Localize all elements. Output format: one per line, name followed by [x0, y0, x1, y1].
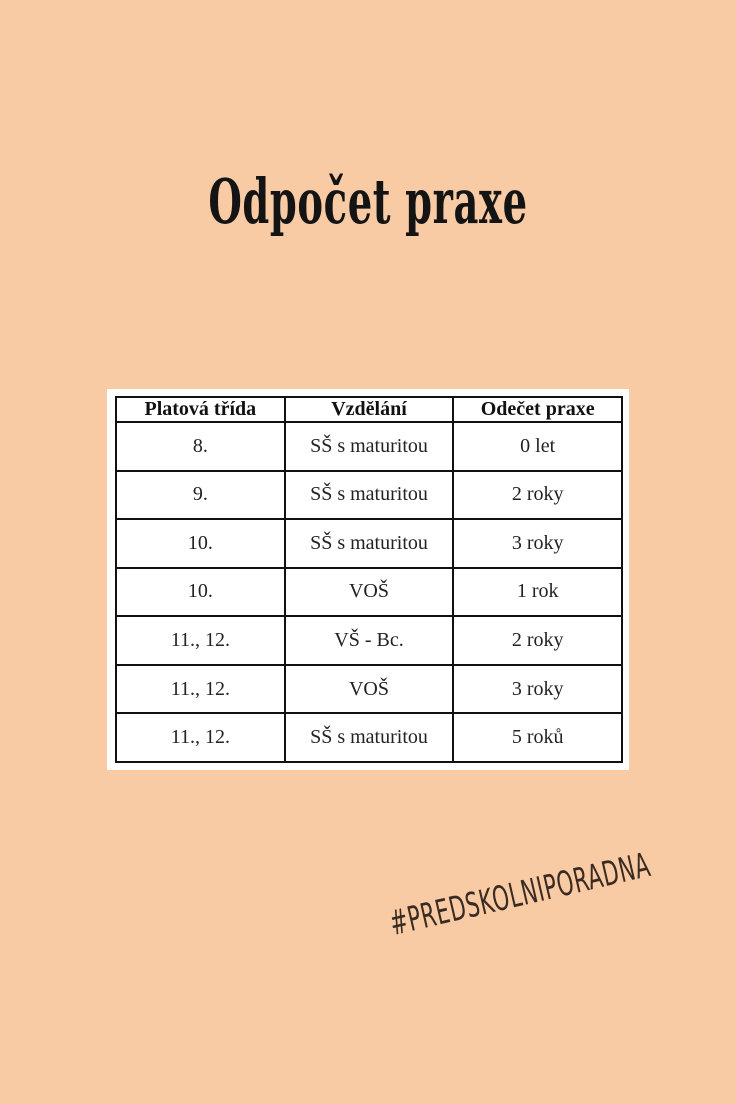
page-title: Odpočet praxe: [208, 165, 528, 238]
cell-education: SŠ s maturitou: [285, 519, 454, 568]
table-row: [116, 665, 622, 714]
cell-deduction: 2 roky: [453, 471, 622, 520]
header-deduction: Odečet praxe: [453, 397, 622, 422]
cell-education: SŠ s maturitou: [285, 422, 454, 471]
experience-deduction-table: [115, 396, 623, 763]
cell-salary-class: 9.: [116, 471, 285, 520]
cell-deduction: 3 roky: [453, 519, 622, 568]
cell-deduction: 1 rok: [453, 568, 622, 617]
cell-salary-class: 11., 12.: [116, 713, 285, 762]
table-row: [116, 713, 622, 762]
table-row: [116, 616, 622, 665]
cell-deduction: 5 roků: [453, 713, 622, 762]
table-header-row: [116, 397, 622, 422]
table-row: [116, 519, 622, 568]
cell-salary-class: 11., 12.: [116, 665, 285, 714]
header-education: Vzdělání: [285, 397, 454, 422]
cell-education: SŠ s maturitou: [285, 471, 454, 520]
cell-deduction: 0 let: [453, 422, 622, 471]
cell-salary-class: 10.: [116, 519, 285, 568]
table-card: [107, 389, 629, 770]
cell-deduction: 3 roky: [453, 665, 622, 714]
table-row: [116, 422, 622, 471]
cell-salary-class: 11., 12.: [116, 616, 285, 665]
hashtag: #PREDSKOLNIPORADNA: [386, 845, 655, 944]
table-row: [116, 471, 622, 520]
cell-salary-class: 8.: [116, 422, 285, 471]
cell-education: VOŠ: [285, 568, 454, 617]
cell-salary-class: 10.: [116, 568, 285, 617]
cell-deduction: 2 roky: [453, 616, 622, 665]
header-salary-class: Platová třída: [116, 397, 285, 422]
table-row: [116, 568, 622, 617]
cell-education: VŠ - Bc.: [285, 616, 454, 665]
cell-education: SŠ s maturitou: [285, 713, 454, 762]
cell-education: VOŠ: [285, 665, 454, 714]
